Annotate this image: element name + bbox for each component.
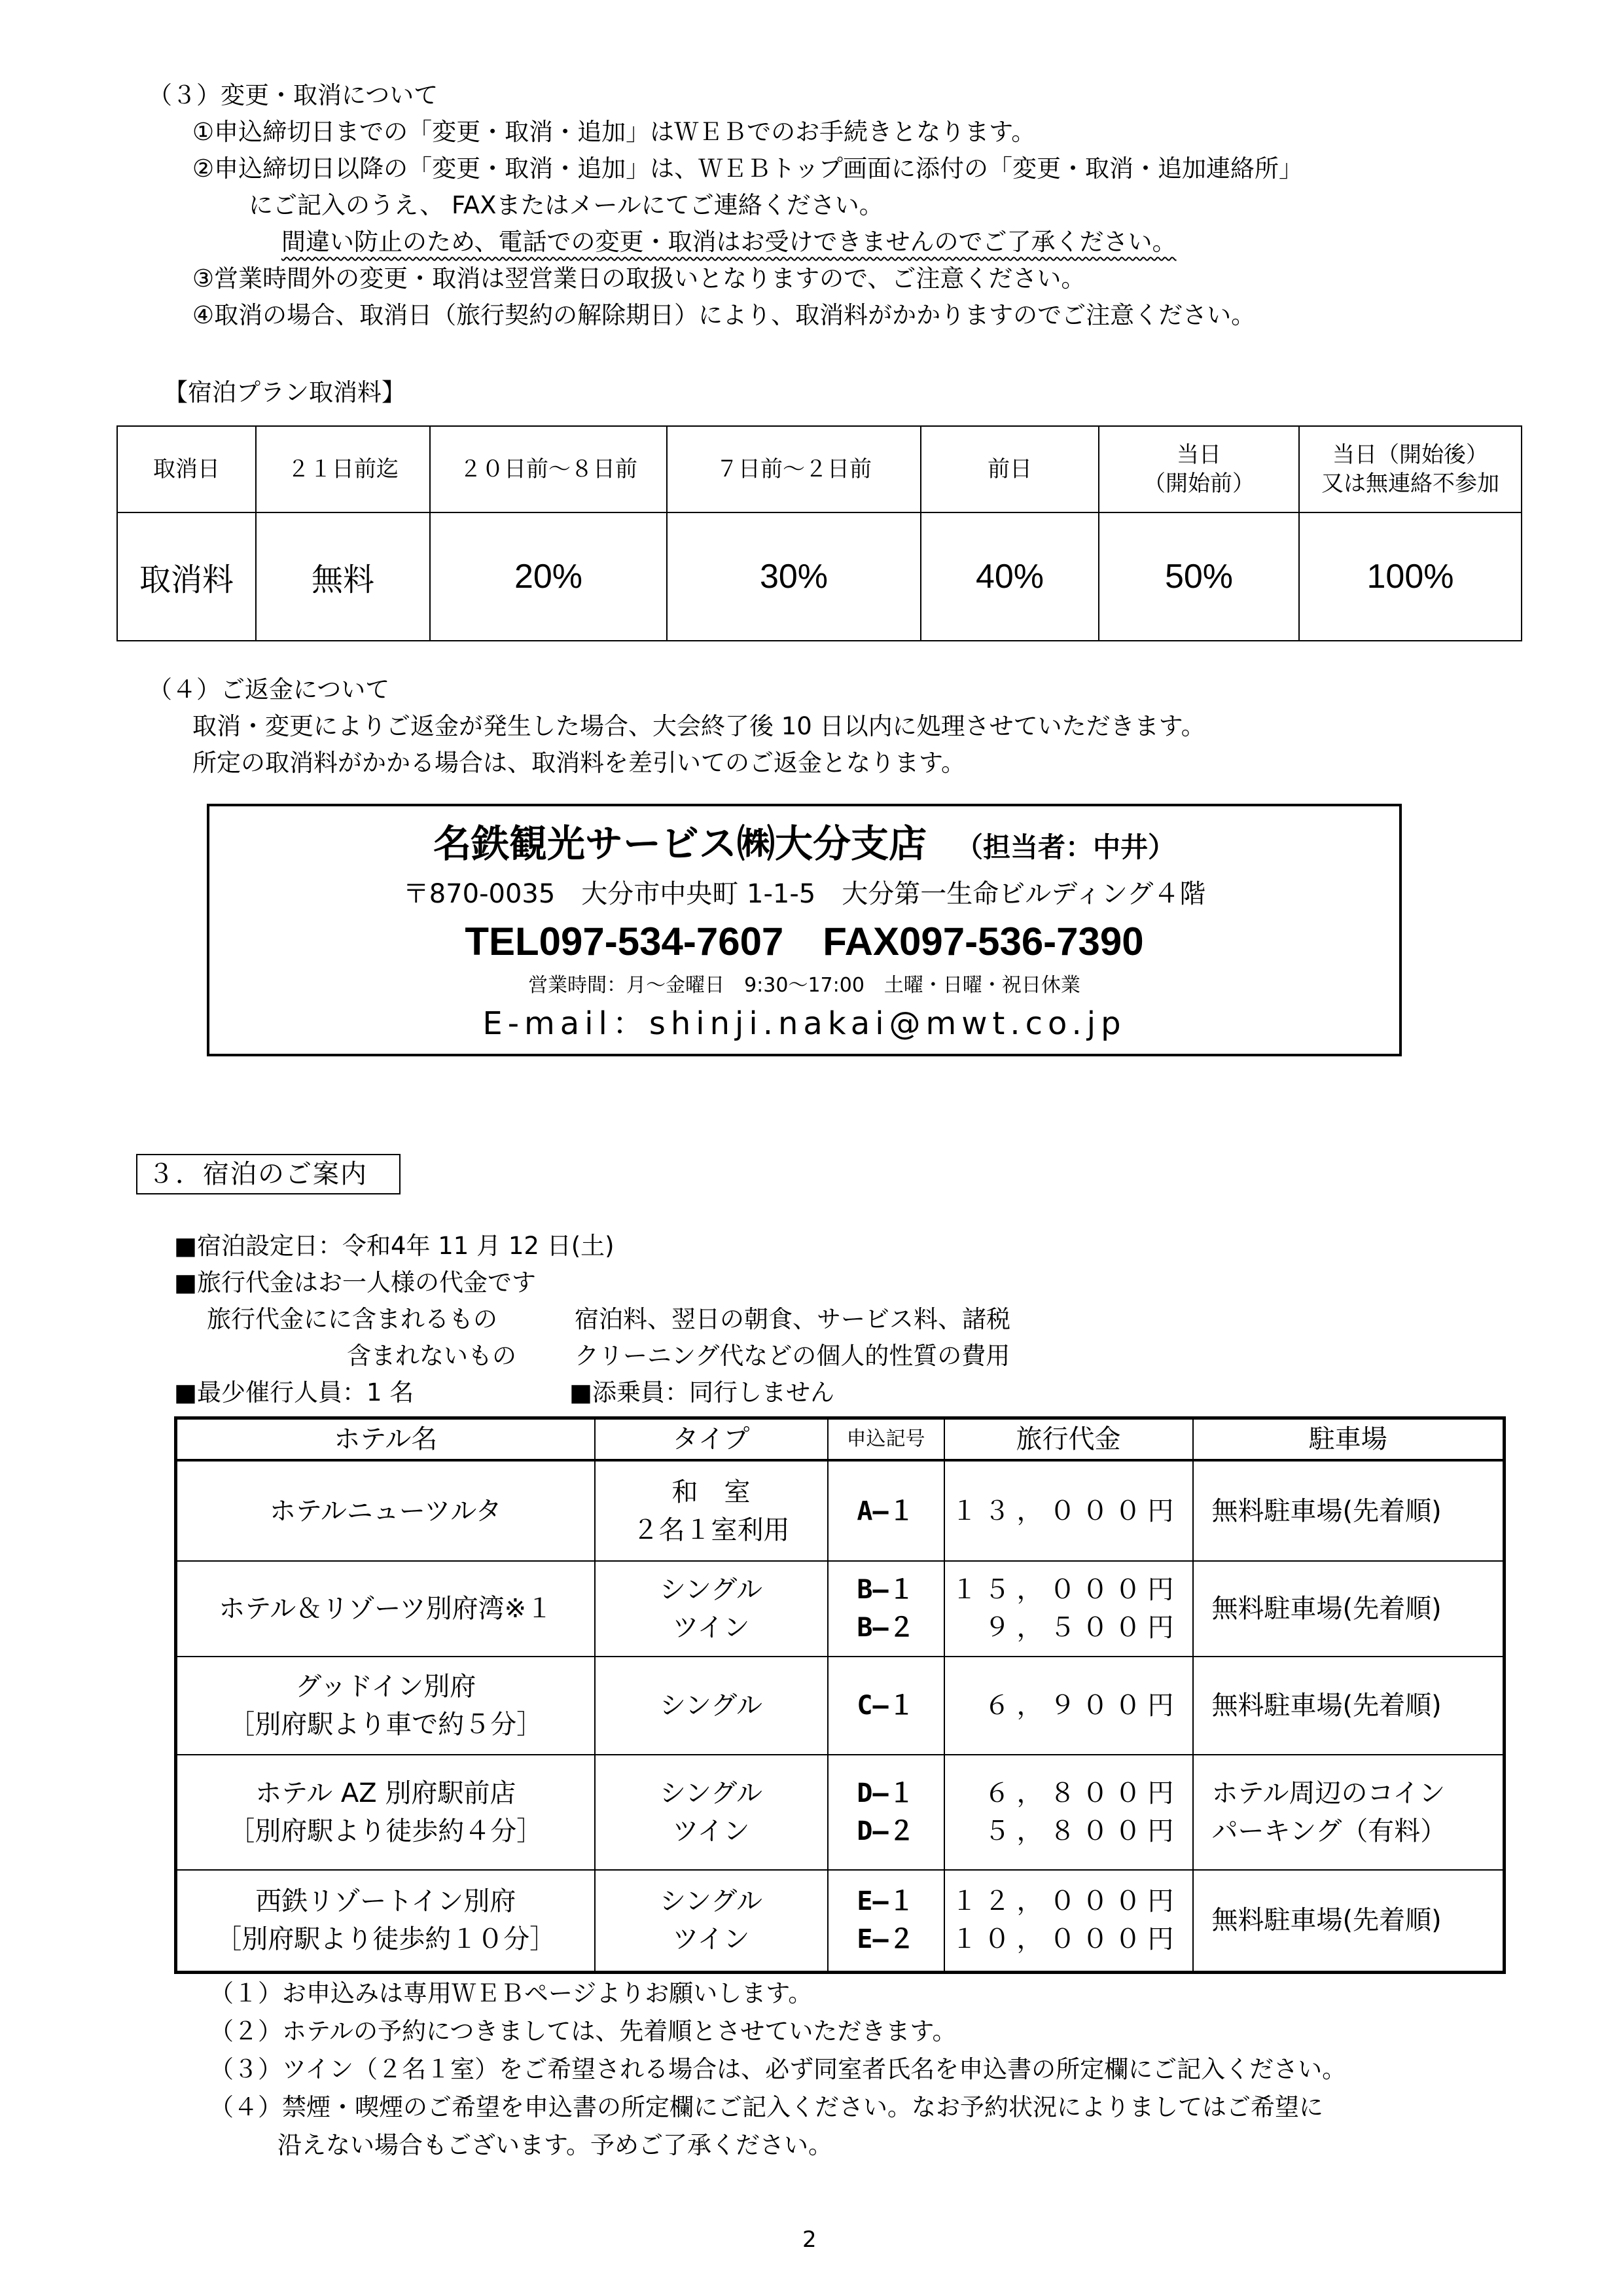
cancel-fee-value-row xyxy=(117,512,1522,641)
change-cancel-heading: （３）変更・取消について xyxy=(148,81,438,109)
hotel-name: グッドイン別府 xyxy=(295,1672,476,1702)
hotel-name: 西鉄リゾートイン別府 xyxy=(255,1886,516,1917)
fee-cell: 100% xyxy=(1299,512,1522,641)
hotel-name-cell xyxy=(176,1561,595,1657)
room-type-cell xyxy=(595,1561,828,1657)
contact-box xyxy=(207,804,1402,1056)
parking: 無料駐車場(先着順) xyxy=(1211,1905,1442,1936)
booking-code: E―１ xyxy=(857,1886,915,1917)
lodging-date: ■宿泊設定日：令和4年 11 月 12 日(土) xyxy=(174,1232,615,1260)
email: E-mail：shinji.nakai@mwt.co.jp xyxy=(482,1005,1126,1042)
hotel-name: ホテルニューツルタ xyxy=(269,1496,502,1526)
included-items: 宿泊料、翌日の朝食、サービス料、諸税 xyxy=(575,1305,1010,1333)
header-cell: ホテル名 xyxy=(176,1418,595,1461)
price-cell xyxy=(944,1657,1193,1755)
header-cell: 取消日 xyxy=(117,426,256,512)
room-type: ２名１室利用 xyxy=(632,1515,790,1545)
header-cell: タイプ xyxy=(595,1418,828,1461)
code-cell xyxy=(828,1657,944,1755)
fee-cell: 20% xyxy=(430,512,667,641)
booking-code: E―２ xyxy=(857,1924,915,1955)
refund-line-2: 所定の取消料がかかる場合は、取消料を差引いてのご返金となります。 xyxy=(192,749,966,777)
fee-cell: 30% xyxy=(667,512,921,641)
hotel-access: ［別府駅より車で約５分］ xyxy=(228,1710,543,1740)
hotel-name: ホテル＆リゾーツ別府湾※１ xyxy=(219,1594,553,1624)
cancel-fee-header-row xyxy=(117,426,1522,512)
booking-code: D―２ xyxy=(857,1816,915,1846)
hotel-row xyxy=(176,1755,1505,1870)
hotel-name: ホテル AZ 別府駅前店 xyxy=(255,1778,516,1808)
header-line: 当日（開始後） xyxy=(1332,442,1488,468)
contact-person: （担当者：中井） xyxy=(955,831,1176,863)
parking-cell xyxy=(1193,1755,1505,1870)
cancel-fee-table xyxy=(116,425,1522,641)
hotel-header-row xyxy=(176,1418,1505,1461)
phone-fax: TEL097-534-7607 FAX097-536-7390 xyxy=(465,920,1144,963)
cancel-fee-title: 【宿泊プラン取消料】 xyxy=(164,378,406,406)
note-2: （２）ホテルの予約につきましては、先着順とさせていただきます。 xyxy=(209,2017,957,2045)
refund-heading: （４）ご返金について xyxy=(148,675,390,704)
code-cell xyxy=(828,1561,944,1657)
price: １３，０００円 xyxy=(951,1496,1181,1526)
note-4a: （４）禁煙・喫煙のご希望を申込書の所定欄にご記入ください。なお予約状況によりましてはご希望に xyxy=(209,2093,1323,2121)
header-cell xyxy=(1299,426,1522,512)
excluded-items: クリーニング代などの個人的性質の費用 xyxy=(575,1342,1010,1370)
phone-warning-text: 間違い防止のため、電話での変更・取消はお受けできませんのでご了承ください。 xyxy=(281,228,1177,256)
parking: 無料駐車場(先着順) xyxy=(1211,1496,1442,1526)
company-line xyxy=(209,821,1399,870)
header-cell: 旅行代金 xyxy=(944,1418,1193,1461)
parking: 無料駐車場(先着順) xyxy=(1211,1691,1442,1721)
parking: パーキング（有料） xyxy=(1211,1816,1447,1846)
header-cell xyxy=(1099,426,1299,512)
change-item-1: ①申込締切日までの「変更・取消・追加」はＷＥＢでのお手続きとなります。 xyxy=(192,118,1036,146)
company-name: 名鉄観光サービス㈱大分支店 xyxy=(433,821,927,866)
room-type: シングル xyxy=(660,1886,762,1917)
room-type-cell xyxy=(595,1460,828,1561)
change-item-2a: ②申込締切日以降の「変更・取消・追加」は、ＷＥＢトップ画面に添付の「変更・取消・追加連絡所」 xyxy=(192,154,1304,183)
header-cell: 駐車場 xyxy=(1193,1418,1505,1461)
room-type: ツイン xyxy=(672,1924,750,1955)
fee-cell: 40% xyxy=(921,512,1099,641)
header-cell: 前日 xyxy=(921,426,1099,512)
price: ９，５００円 xyxy=(984,1613,1181,1643)
parking: 無料駐車場(先着順) xyxy=(1211,1594,1442,1624)
price: １２，０００円 xyxy=(951,1886,1181,1917)
change-item-3: ③営業時間外の変更・取消は翌営業日の取扱いとなりますので、ご注意ください。 xyxy=(192,264,1086,293)
code-cell xyxy=(828,1460,944,1561)
price-note: ■旅行代金はお一人様の代金です xyxy=(174,1268,536,1297)
room-type-cell xyxy=(595,1755,828,1870)
change-item-2b: にご記入のうえ、 FAXまたはメールにてご連絡ください。 xyxy=(249,191,883,219)
page-number: 2 xyxy=(802,2227,817,2253)
hotel-name-cell xyxy=(176,1870,595,1972)
parking-cell xyxy=(1193,1561,1505,1657)
hotel-row xyxy=(176,1870,1505,1972)
price-cell xyxy=(944,1755,1193,1870)
booking-code: B―１ xyxy=(857,1575,915,1605)
address: 〒870-0035 大分市中央町 1-1-5 大分第一生命ビルディング４階 xyxy=(402,879,1206,909)
parking-cell xyxy=(1193,1460,1505,1561)
price-cell xyxy=(944,1561,1193,1657)
room-type: シングル xyxy=(660,1691,762,1721)
hotel-row xyxy=(176,1561,1505,1657)
escort-info: ■添乗員：同行しません xyxy=(569,1378,834,1407)
header-line: （開始前） xyxy=(1143,471,1255,497)
change-item-4: ④取消の場合、取消日（旅行契約の解除期日）により、取消料がかかりますのでご注意ください。 xyxy=(192,301,1256,329)
note-3: （３）ツイン（２名１室）をご希望される場合は、必ず同室者氏名を申込書の所定欄にご記入ください。 xyxy=(209,2055,1347,2083)
hotel-name-cell xyxy=(176,1755,595,1870)
header-line: 又は無連絡不参加 xyxy=(1321,471,1499,497)
code-cell xyxy=(828,1755,944,1870)
excluded-label: 含まれないもの xyxy=(347,1342,516,1370)
header-line: 当日 xyxy=(1177,442,1221,468)
price: ５，８００円 xyxy=(984,1816,1181,1846)
price: １５，０００円 xyxy=(951,1575,1181,1605)
section-lodging-heading: ３．宿泊のご案内 xyxy=(136,1154,401,1194)
parking-cell xyxy=(1193,1657,1505,1755)
price-cell xyxy=(944,1460,1193,1561)
room-type: シングル xyxy=(660,1575,762,1605)
booking-code: B―２ xyxy=(857,1613,915,1643)
included-label: 旅行代金にに含まれるもの xyxy=(207,1305,497,1333)
fee-cell: 無料 xyxy=(256,512,430,641)
room-type: ツイン xyxy=(672,1613,750,1643)
header-cell: ２１日前迄 xyxy=(256,426,430,512)
code-cell xyxy=(828,1870,944,1972)
hotel-access: ［別府駅より徒歩約４分］ xyxy=(228,1816,543,1846)
note-4b: 沿えない場合もございます。予めご了承ください。 xyxy=(277,2131,833,2159)
business-hours: 営業時間：月～金曜日 9:30～17:00 土曜・日曜・祝日休業 xyxy=(528,974,1080,997)
parking: ホテル周辺のコイン xyxy=(1211,1778,1446,1808)
fee-cell: 50% xyxy=(1099,512,1299,641)
room-type: 和 室 xyxy=(671,1477,751,1507)
hotel-access: ［別府駅より徒歩約１０分］ xyxy=(215,1924,556,1955)
hotel-row xyxy=(176,1460,1505,1561)
room-type: ツイン xyxy=(672,1816,750,1846)
refund-line-1: 取消・変更によりご返金が発生した場合、大会終了後 10 日以内に処理させていただきます。 xyxy=(192,712,1205,740)
price-cell xyxy=(944,1870,1193,1972)
header-cell: ２０日前～８日前 xyxy=(430,426,667,512)
row-label: 取消料 xyxy=(117,512,256,641)
booking-code: D―１ xyxy=(857,1778,915,1808)
price: ６，９００円 xyxy=(984,1691,1181,1721)
note-1: （１）お申込みは専用ＷＥＢページよりお願いします。 xyxy=(209,1979,813,2007)
hotel-name-cell xyxy=(176,1460,595,1561)
price: ６，８００円 xyxy=(984,1778,1181,1808)
parking-cell xyxy=(1193,1870,1505,1972)
booking-code: C―１ xyxy=(857,1691,915,1721)
hotel-name-cell xyxy=(176,1657,595,1755)
room-type-cell xyxy=(595,1870,828,1972)
room-type: シングル xyxy=(660,1778,762,1808)
hotel-table xyxy=(174,1416,1506,1974)
min-participants: ■最少催行人員：1 名 xyxy=(174,1378,414,1407)
room-type-cell xyxy=(595,1657,828,1755)
booking-code: A―１ xyxy=(857,1496,915,1526)
hotel-row xyxy=(176,1657,1505,1755)
price: １０，０００円 xyxy=(951,1924,1181,1955)
header-cell: 申込記号 xyxy=(828,1418,944,1461)
header-cell: ７日前～２日前 xyxy=(667,426,921,512)
